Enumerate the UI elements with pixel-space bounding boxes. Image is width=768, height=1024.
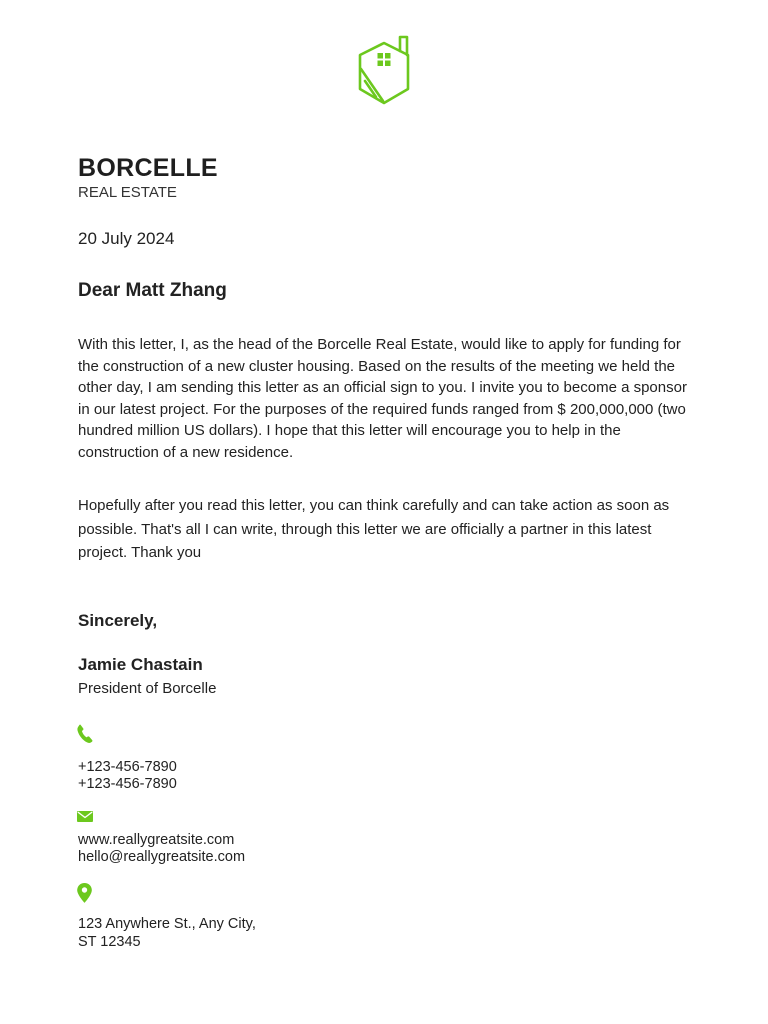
letter-date: 20 July 2024 — [78, 229, 175, 248]
body-paragraph-2: Hopefully after you read this letter, you can think carefully and can take action as soon as possible. That's all I can write, through this letter we are officially a partner in this latest project. Thank you — [78, 497, 670, 561]
email-text: hello@reallygreatsite.com — [78, 849, 246, 865]
address-line: ST 12345 — [78, 934, 141, 950]
salutation: Dear Matt Zhang — [78, 280, 227, 301]
envelope-icon — [77, 810, 93, 823]
phone-number: +123-456-7890 — [78, 759, 177, 775]
house-hexagon-logo — [352, 34, 416, 108]
map-pin-icon — [77, 883, 92, 903]
body-paragraph-1: With this letter, I, as the head of the Borcelle Real Estate, would like to apply for funding for the construction of a new cluster housing. Based on the results of the meeting we held the other day, I am sending this letter as an official sign to you. I invite you to become a sponsor in our latest project. For the purposes of the required funds ranged from $ 200,000,000 (two hundred million US dollars). I hope that this letter will encourage you to help in the construction of a new residence. — [78, 336, 687, 461]
website-text: www.reallygreatsite.com — [78, 832, 235, 848]
phone-icon — [77, 724, 93, 743]
address-line: 123 Anywhere St., Any City, — [78, 916, 256, 932]
phone-number: +123-456-7890 — [78, 776, 177, 792]
company-name: BORCELLE — [78, 154, 218, 182]
closing: Sincerely, — [78, 611, 158, 630]
company-subtitle: REAL ESTATE — [78, 184, 177, 201]
signer-name: Jamie Chastain — [78, 655, 203, 674]
signer-title: President of Borcelle — [78, 680, 217, 697]
